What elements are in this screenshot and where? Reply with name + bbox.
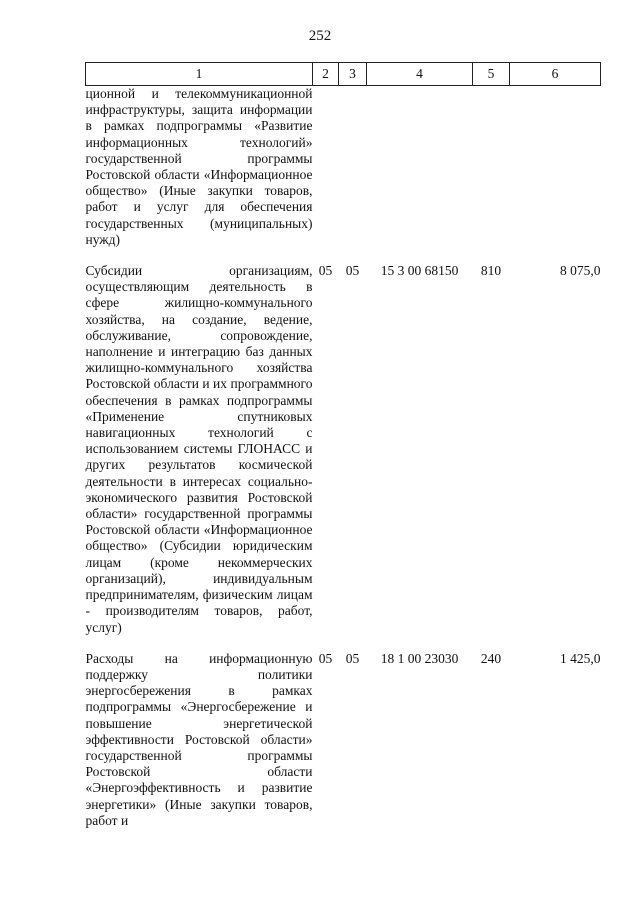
table-header-row [86,63,601,86]
row-expense-type [473,86,510,264]
row-expense-type: 240 [480,650,502,666]
column-header-description: 1 [86,63,313,86]
row-section [313,86,339,264]
row-target-article: 15 3 00 68150 [380,263,459,279]
row-amount: 1 425,0 [560,650,601,666]
column-header-subsection: 3 [339,63,367,86]
column-header-expense-type: 5 [473,63,510,86]
budget-table [85,62,601,829]
row-expense-type: 810 [480,263,502,279]
row-target-article: 18 1 00 23030 [380,650,459,666]
row-amount: 8 075,0 [560,263,601,279]
row-section: 05 [318,263,333,279]
row-description: Субсидии организациям, осуществляющим деятельность в сфере жилищно-коммунального хозяйства, на создание, ведение, обслуживание, сопровождение, наполнение и интеграцию баз данных жилищно-коммунального хозяйства Ростовской области и их программного обеспечения в рамках подпрограммы «Применение спутниковых навигационных технологий с использованием системы ГЛОНАСС и других результатов космической деятельности в интересах социально-экономического развития Ростовской области» государственной программы Ростовской области «Информационное общество» (Субсидии юридическим лицам (кроме некоммерческих организаций), индивидуальным предпринимателям, физическим лицам - производителям товаров, работ, услуг) [85,263,313,635]
row-description: Расходы на информационную поддержку политики энергосбережения в рамках подпрограммы «Энергосбережение и повышение энергетической эффективности Ростовской области» государственной программы Ростовской области «Энергоэффективность и развитие энергетики» (Иные закупки товаров, работ и [85,650,313,828]
row-subsection: 05 [345,650,360,666]
table-row [86,263,601,651]
row-description: ционной и телекоммуникационной инфраструктуры, защита информации в рамках подпрограммы «Развитие информационных технологий» государственной программы Ростовской области «Информационное общество» (Иные закупки товаров, работ и услуг для обеспечения государственных (муниципальных) нужд) [85,86,313,247]
row-target-article [367,86,473,264]
column-header-target-article: 4 [367,63,473,86]
page-number: 252 [308,28,332,44]
column-header-section: 2 [313,63,339,86]
table-row [86,651,601,829]
row-amount [510,86,601,264]
column-header-amount: 6 [510,63,601,86]
row-subsection [339,86,367,264]
row-subsection: 05 [345,263,360,279]
row-section: 05 [318,650,333,666]
table-row [86,86,601,264]
